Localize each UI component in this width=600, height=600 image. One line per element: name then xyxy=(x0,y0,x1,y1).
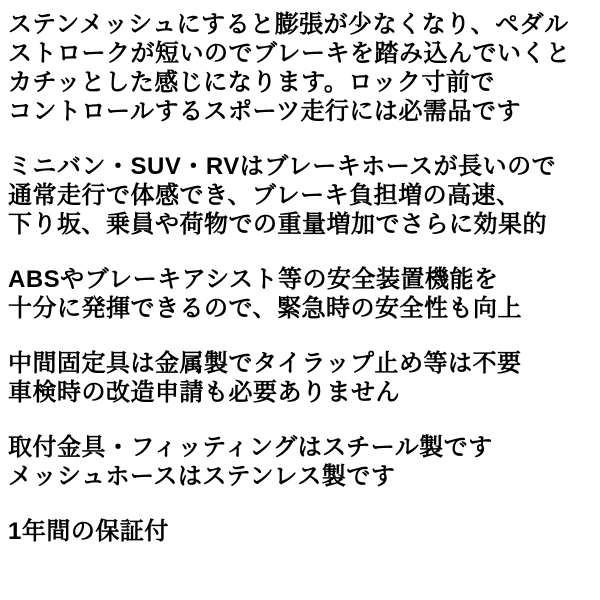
text-line: 車検時の改造申請も必要ありません xyxy=(8,379,400,406)
text-line: 通常走行で体感でき、ブレーキ負担増の高速、 xyxy=(8,182,521,209)
text-line: 取付金具・フィッティングはスチール製です xyxy=(8,434,493,461)
paragraph-materials xyxy=(8,433,596,491)
text-line: 下り坂、乗員や荷物での重量増加でさらに効果的 xyxy=(8,211,547,238)
paragraph-minivan-suv-rv xyxy=(8,152,596,239)
paragraph-abs-safety xyxy=(8,265,596,323)
paragraph-warranty xyxy=(8,517,596,546)
text-line: 十分に発揮できるので、緊急時の安全性も向上 xyxy=(8,295,523,322)
text-line: 中間固定具は金属製でタイラップ止め等は不要 xyxy=(8,350,522,377)
paragraph-pedal-feel xyxy=(8,10,596,126)
text-line: ミニバン・SUV・RVはブレーキホースが長いので xyxy=(8,153,557,180)
text-line: ステンメッシュにすると膨張が少なくなり、ペダル xyxy=(8,11,569,38)
text-line: 1年間の保証付 xyxy=(8,518,169,545)
paragraph-metal-fixture xyxy=(8,349,596,407)
text-line: メッシュホースはステンレス製です xyxy=(8,463,396,490)
text-line: カチッとした感じになります。ロック寸前で xyxy=(8,69,495,96)
text-line: コントロールするスポーツ走行には必需品です xyxy=(8,98,522,125)
text-line: ABSやブレーキアシスト等の安全装置機能を xyxy=(8,266,499,293)
text-line: ストロークが短いのでブレーキを踏み込んでいくと xyxy=(8,40,571,67)
